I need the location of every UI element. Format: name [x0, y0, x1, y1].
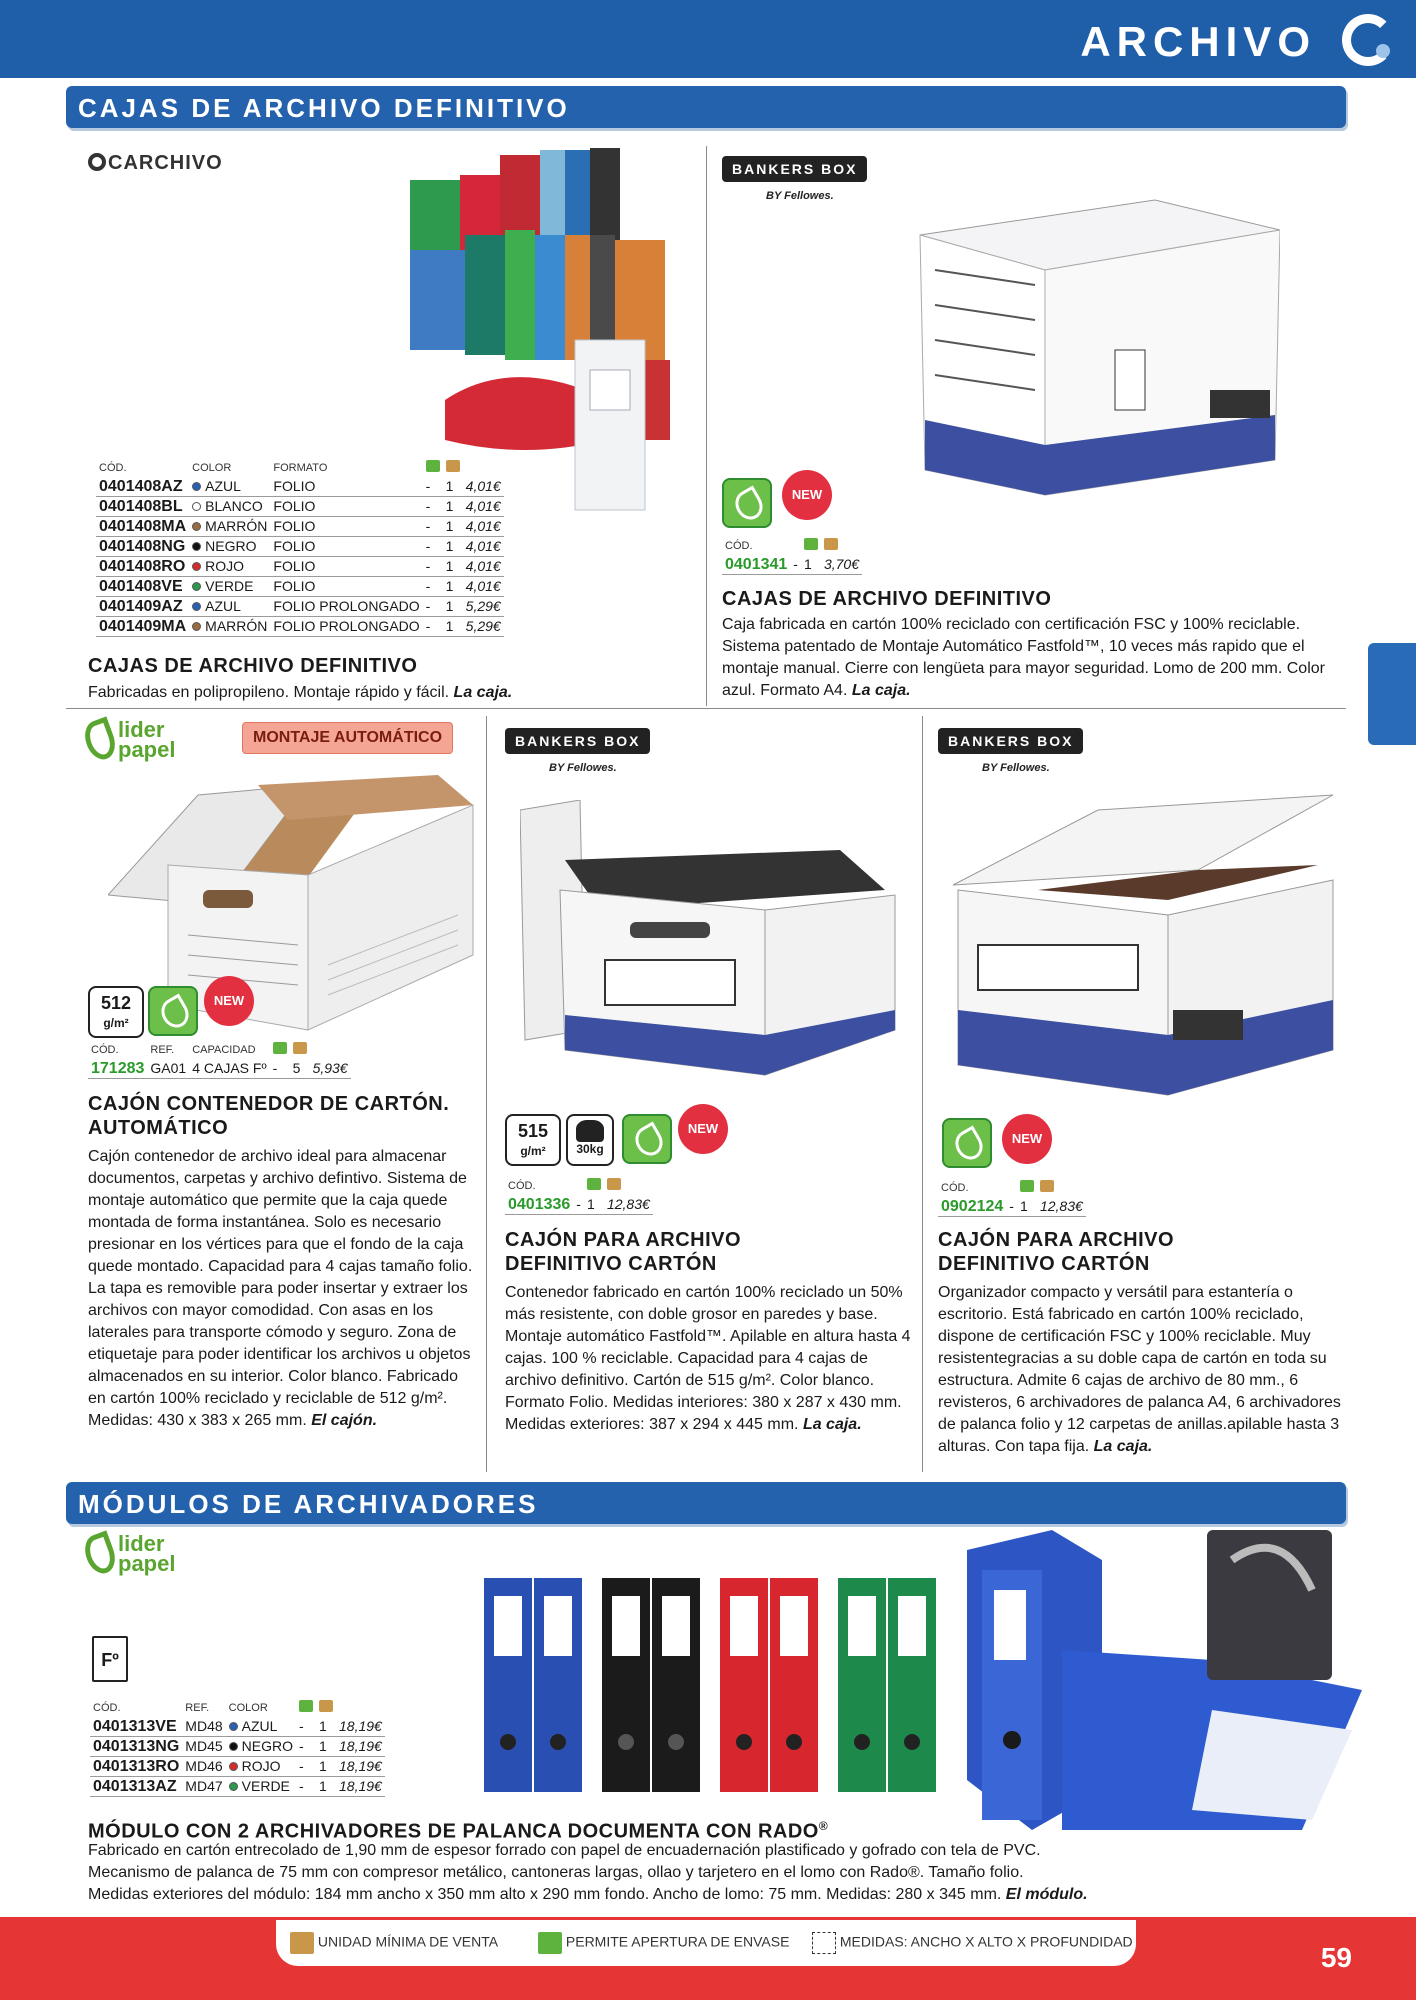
color-dot-icon [192, 582, 201, 591]
open-pack-icon [299, 1700, 313, 1712]
product3-title: CAJÓN CONTENEDOR DE CARTÓN. AUTOMÁTICO [88, 1093, 450, 1139]
dimensions-icon [812, 1932, 836, 1954]
legend-min-unit: UNIDAD MÍNIMA DE VENTA [290, 1932, 498, 1954]
section-header-modulos [66, 1482, 1346, 1524]
color-dot-icon [192, 602, 201, 611]
eco-badge-icon [942, 1118, 992, 1168]
color-dot-icon [229, 1742, 238, 1751]
product-image-bankers-cajon [520, 800, 900, 1080]
product-image-archive-box-blue [915, 190, 1280, 505]
eco-badge-icon [622, 1114, 672, 1164]
table-row: 0401341 - 1 3,70€ [722, 555, 862, 575]
product1-description: Fabricadas en polipropileno. Montaje rápido y fácil. La caja. [88, 684, 513, 701]
col-cod: CÓD. [93, 1701, 121, 1714]
col-open-icon [423, 460, 443, 477]
col-ref: REF. [150, 1043, 175, 1056]
table-row: 0401408VE VERDE FOLIO - 1 4,01€ [96, 577, 504, 597]
new-badge: NEW [782, 470, 832, 520]
table-row: 0401313NG MD45 NEGRO - 1 18,19€ [90, 1737, 385, 1757]
brand-fellowes: BY Fellowes. [549, 762, 617, 774]
brand-bankers-box-logo: BANKERS BOX [505, 728, 650, 754]
row-divider [66, 708, 1346, 709]
carchivo-c-icon [88, 153, 106, 171]
legend-dimensions: MEDIDAS: ANCHO X ALTO X PROFUNDIDAD [812, 1932, 1133, 1954]
brand-lider-papel-logo: lider papel [86, 1534, 175, 1574]
product4-description: Contenedor fabricado en cartón 100% reciclado un 50% más resistente, con doble grosor en paredes y base. Montaje automático Fastfold™. Apilable en altura hasta 4 cajas. 100 % reciclable. Capacidad para 4 cajas de archivo definitivo. Cartón de 515 g/m². Color blanco. Formato Folio. Medidas interiores: 380 x 287 x 430 mm. Medidas exteriores: 387 x 294 x 445 mm. La caja. [505, 1284, 911, 1433]
color-dot-icon [192, 622, 201, 631]
color-dot-icon [229, 1722, 238, 1731]
color-dot-icon [192, 482, 201, 491]
brand-logo-icon [1342, 14, 1394, 66]
weight-icon [576, 1120, 604, 1142]
color-dot-icon [192, 522, 201, 531]
table-row: 0401313VE MD48 AZUL - 1 18,19€ [90, 1717, 385, 1737]
product6-title: MÓDULO CON 2 ARCHIVADORES DE PALANCA DOCUMENTA CON RADO® [88, 1819, 829, 1843]
brand-lider-papel-logo: lider papel [86, 720, 175, 760]
product3-table [88, 1042, 351, 1079]
product-image-open-binder-module [962, 1530, 1362, 1860]
min-unit-icon [290, 1932, 314, 1954]
product6-table [90, 1700, 385, 1797]
new-badge: NEW [1002, 1114, 1052, 1164]
grammage-badge: 512 g/m² [88, 986, 144, 1038]
product5-table [938, 1180, 1086, 1217]
col-cod: CÓD. [725, 539, 753, 552]
color-dot-icon [192, 542, 201, 551]
color-dot-icon [229, 1782, 238, 1791]
table-row: 0401408BL BLANCO FOLIO - 1 4,01€ [96, 497, 504, 517]
product5-description: Organizador compacto y versátil para estantería o escritorio. Está fabricado en cartón 100% reciclado, dispone de certificación FSC y 100% reciclable. Muy resistentegracias a su doble capa de cartón en toda su estructura. Admite 6 cajas de archivo de 80 mm., 6 revisteros, 6 archivadores de palanca A4, 6 archivadores de palanca folio y 12 carpetas de anillas.apilable hasta 3 alturas. Con tapa fija. La caja. [938, 1284, 1341, 1455]
min-unit-icon [824, 538, 838, 550]
montaje-automatico-badge: MONTAJE AUTOMÁTICO [242, 722, 453, 754]
color-dot-icon [192, 562, 201, 571]
column-divider [486, 716, 487, 1472]
page-number: 59 [1320, 1942, 1352, 1973]
product-image-bankers-organizer [948, 780, 1340, 1105]
open-pack-icon [1020, 1180, 1034, 1192]
brand-logo-dot [1376, 44, 1390, 58]
col-cod: CÓD. [941, 1181, 969, 1194]
table-row: 0401408MA MARRÓN FOLIO - 1 4,01€ [96, 517, 504, 537]
product1-table [96, 460, 504, 637]
table-row: 0401408AZ AZUL FOLIO - 1 4,01€ [96, 477, 504, 497]
table-row: 0401313RO MD46 ROJO - 1 18,19€ [90, 1757, 385, 1777]
column-divider [706, 146, 707, 706]
grammage-badge: 515 g/m² [505, 1114, 561, 1166]
eco-badge-icon [148, 986, 198, 1036]
table-row: 0401408NG NEGRO FOLIO - 1 4,01€ [96, 537, 504, 557]
color-dot-icon [192, 502, 201, 511]
table-row: 0401409AZ AZUL FOLIO PROLONGADO - 1 5,29€ [96, 597, 504, 617]
section-title: CAJAS DE ARCHIVO DEFINITIVO [78, 93, 570, 123]
col-cod: CÓD. [91, 1043, 119, 1056]
page-category-title: ARCHIVO [1080, 18, 1316, 65]
brand-fellowes: BY Fellowes. [766, 190, 834, 202]
section-header-cajas [66, 86, 1346, 128]
product2-description: Caja fabricada en cartón 100% reciclado con certificación FSC y 100% reciclable. Sistema patentado de Montaje Automático Fastfold™, 10 veces más rapido que el montaje manual. Cierre con lengüeta para mayor seguridad. Lomo de 200 mm. Color azul. Formato A4. La caja. [722, 616, 1325, 699]
product4-title: CAJÓN PARA ARCHIVO DEFINITIVO CARTÓN [505, 1229, 742, 1275]
eco-badge-icon [722, 478, 772, 528]
table-row: 0902124 - 1 12,83€ [938, 1197, 1086, 1217]
new-badge: NEW [678, 1104, 728, 1154]
product-image-binders [482, 1576, 942, 1794]
new-badge: NEW [204, 976, 254, 1026]
product4-table [505, 1178, 653, 1215]
table-row: 0401313AZ MD47 VERDE - 1 18,19€ [90, 1777, 385, 1797]
legend-open-pack: PERMITE APERTURA DE ENVASE [538, 1932, 789, 1954]
col-cod: CÓD. [99, 461, 127, 474]
table-row: 0401408RO ROJO FOLIO - 1 4,01€ [96, 557, 504, 577]
col-color: COLOR [192, 461, 232, 474]
min-unit-icon [607, 1178, 621, 1190]
section-side-tab[interactable] [1368, 643, 1416, 745]
col-cod: CÓD. [508, 1179, 536, 1192]
min-unit-icon [1040, 1180, 1054, 1192]
open-pack-icon [538, 1932, 562, 1954]
open-pack-icon [426, 460, 440, 472]
lider-leaf-icon [80, 716, 120, 763]
brand-bankers-box-logo: BANKERS BOX [938, 728, 1083, 754]
brand-bankers-box-logo: BANKERS BOX [722, 156, 867, 182]
column-divider [922, 716, 923, 1472]
product2-title: CAJAS DE ARCHIVO DEFINITIVO [722, 588, 1052, 610]
product5-title: CAJÓN PARA ARCHIVO DEFINITIVO CARTÓN [938, 1229, 1175, 1275]
table-row: 0401336 - 1 12,83€ [505, 1195, 653, 1215]
min-unit-icon [446, 460, 460, 472]
product3-description: Cajón contenedor de archivo ideal para almacenar documentos, carpetas y archivo defintivo. Sistema de montaje automático que permite que la caja quede montada de forma instantánea. Solo es necesario presionar en los vértices para que el fondo de la caja quede montado. Capacidad para 4 cajas tamaño folio. La tapa es removible para poder insertar y extraer los archivos con mayor comodidad. Con asas en los laterales para transporte cómodo y seguro. Zona de etiquetaje para poder identificar los archivos u objetos almacenados en su interior. Color blanco. Fabricado en cartón 100% reciclado y reciclable de 512 g/m². Medidas: 430 x 383 x 265 mm. El cajón. [88, 1148, 473, 1429]
product6-description: Fabricado en cartón entrecolado de 1,90 mm de espesor forrado con papel de encuadernación plastificado y gofrado con tela de PVC. Mecanismo de palanca de 75 mm con compresor metálico, cantoneras largas, ollao y tarjetero en el lomo con Rado®. Tamaño folio. Medidas exteriores del módulo: 184 mm ancho x 350 mm alto x 290 mm fondo. Ancho de lomo: 75 mm. Medidas: 280 x 345 mm. El módulo. [88, 1842, 1088, 1903]
brand-carchivo-logo: CARCHIVO [88, 152, 223, 175]
col-ref: REF. [185, 1701, 210, 1714]
weight-capacity-badge: 30kg [566, 1114, 614, 1166]
open-pack-icon [273, 1042, 287, 1054]
product1-title: CAJAS DE ARCHIVO DEFINITIVO [88, 655, 418, 677]
section-title: MÓDULOS DE ARCHIVADORES [78, 1489, 539, 1519]
col-unit-icon [443, 460, 463, 477]
col-color: COLOR [228, 1701, 268, 1714]
min-unit-icon [319, 1700, 333, 1712]
color-dot-icon [229, 1762, 238, 1771]
open-pack-icon [587, 1178, 601, 1190]
min-unit-icon [293, 1042, 307, 1054]
open-pack-icon [804, 538, 818, 550]
table-row: 171283 GA01 4 CAJAS Fº - 5 5,93€ [88, 1059, 351, 1079]
table-row: 0401409MA MARRÓN FOLIO PROLONGADO - 1 5,29€ [96, 617, 504, 637]
folio-format-badge: Fº [92, 1636, 128, 1682]
top-bar [0, 0, 1416, 78]
lider-leaf-icon [80, 1530, 120, 1577]
col-formato: FORMATO [273, 461, 328, 474]
col-capacidad: CAPACIDAD [192, 1043, 256, 1056]
product2-table [722, 538, 862, 575]
brand-fellowes: BY Fellowes. [982, 762, 1050, 774]
